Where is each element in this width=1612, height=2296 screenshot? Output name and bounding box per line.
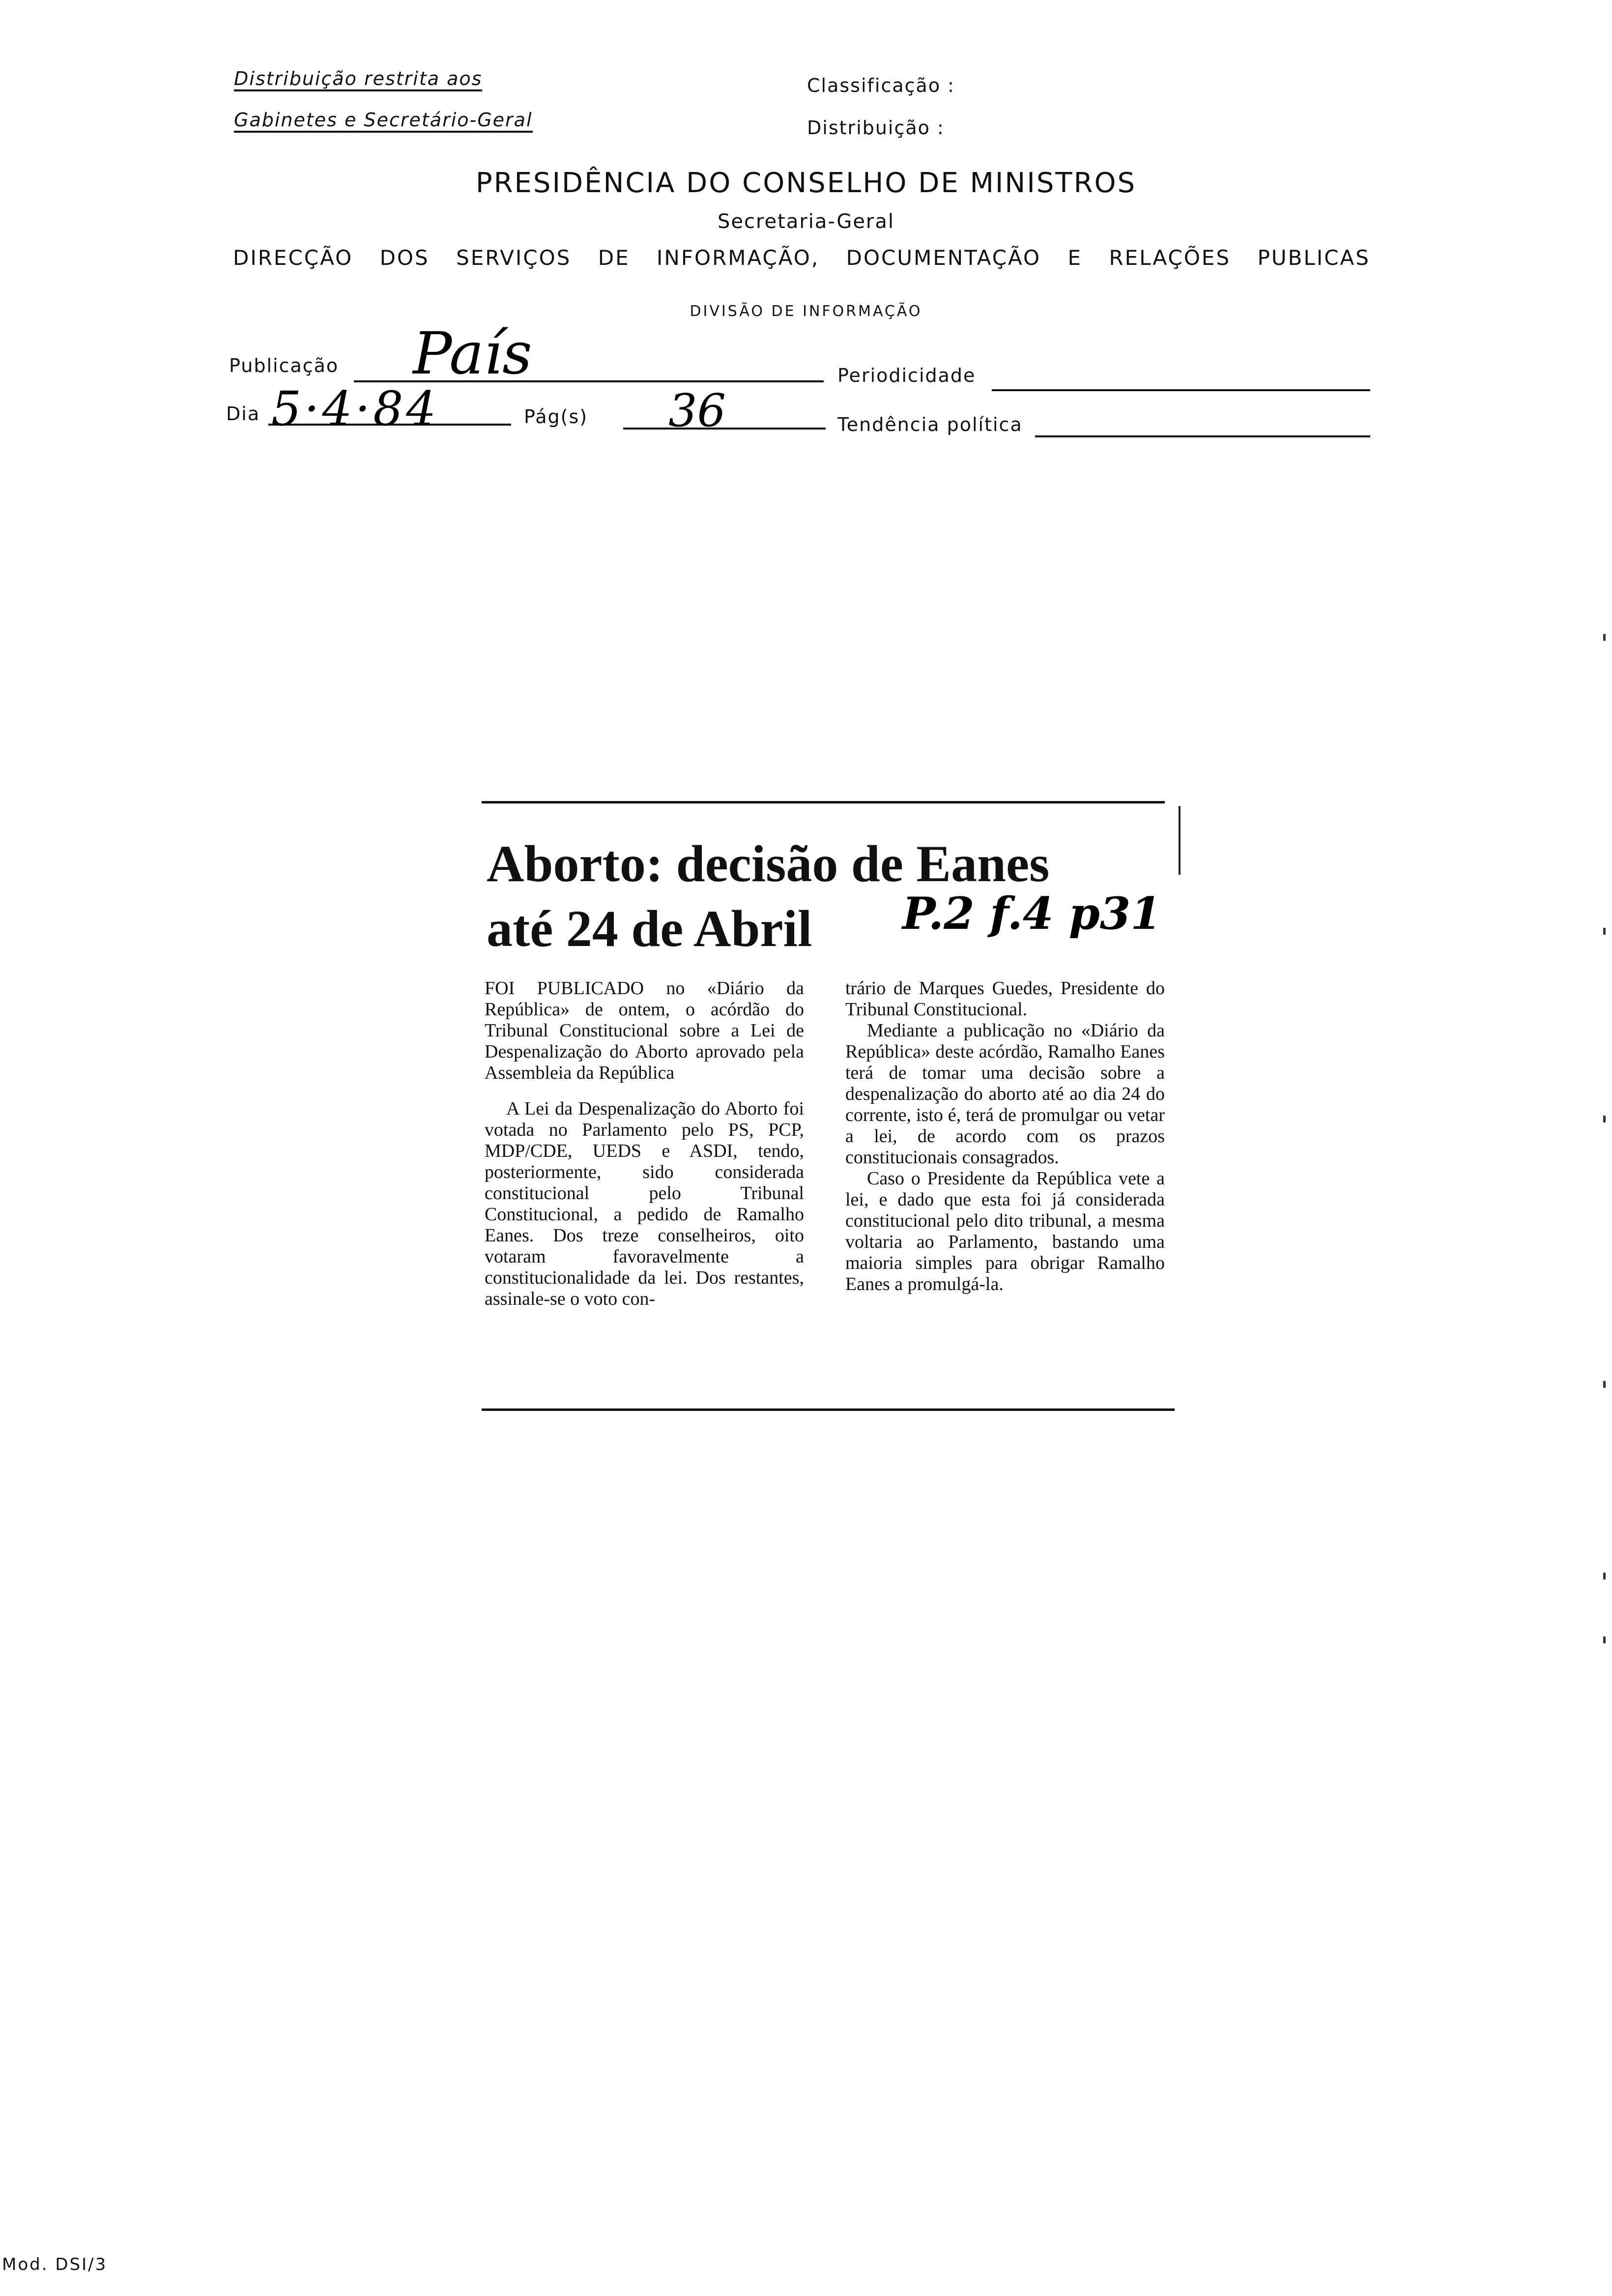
directorate-word: DIRECÇÃO xyxy=(233,246,353,270)
directorate-word: DOS xyxy=(379,246,430,270)
scan-speck xyxy=(1603,1636,1606,1643)
periodicity-field-line xyxy=(992,389,1370,391)
article-paragraph: FOI PUBLICADO no «Diário da República» de ontem, o acórdão do Tribunal Constitucional sobre a Lei de Despenalização do Aborto aprovado pela Assembleia da República xyxy=(485,978,804,1083)
publication-label: Publicação xyxy=(229,355,339,376)
scan-speck xyxy=(1603,1573,1606,1579)
handwritten-annotation: P.2 f.4 p31 xyxy=(902,888,1162,940)
clipping-bottom-rule xyxy=(482,1408,1175,1411)
day-value: 5·4·84 xyxy=(271,381,439,436)
pages-value: 36 xyxy=(668,384,726,437)
scan-speck xyxy=(1603,634,1606,641)
directorate-word: DE xyxy=(598,246,630,270)
periodicity-label: Periodicidade xyxy=(837,365,976,386)
article-column-1 xyxy=(485,978,804,1310)
org-subtitle: Secretaria-Geral xyxy=(717,210,894,233)
day-label: Dia xyxy=(226,403,260,425)
directorate-word: DOCUMENTAÇÃO xyxy=(846,246,1041,270)
form-model-code: Mod. DSI/3 xyxy=(2,2255,108,2274)
directorate-word: PUBLICAS xyxy=(1257,246,1370,270)
clipping-side-rule xyxy=(1179,806,1180,875)
clipping-top-rule xyxy=(482,801,1165,804)
article-paragraph: A Lei da Despenalização do Aborto foi votada no Parlamento pelo PS, PCP, MDP/CDE, UEDS e ASDI, tendo, posteriormente, sido considerada constitucional pelo Tribunal Constitucional, a pedido de Ramalho Eanes. Dos treze conselheiros, oito votaram favoravelmente a constitucionalidade da lei. Dos restantes, assinale-se o voto con- xyxy=(485,1098,804,1309)
political-tendency-label: Tendência política xyxy=(837,414,1023,435)
directorate-line xyxy=(233,246,1370,270)
scan-speck xyxy=(1603,928,1606,935)
directorate-word: E xyxy=(1067,246,1083,270)
directorate-word: RELAÇÕES xyxy=(1109,246,1231,270)
article-paragraph: Caso o Presidente da República vete a lei, e dado que esta foi já considerada constitucional pelo dito tribunal, a mesma voltaria ao Parlamento, bastando uma maioria simples para obrigar Ramalho Eanes a promulgá-la. xyxy=(845,1168,1165,1294)
article-column-2 xyxy=(845,978,1165,1295)
scan-speck xyxy=(1603,1381,1606,1388)
headline-line2: até 24 de Abril xyxy=(487,900,812,957)
scan-speck xyxy=(1603,1116,1606,1122)
restricted-distribution-line1: Distribuição restrita aos xyxy=(234,68,482,91)
directorate-word: INFORMAÇÃO, xyxy=(657,246,820,270)
restricted-distribution-line2: Gabinetes e Secretário-Geral xyxy=(234,109,533,133)
article-paragraph: Mediante a publicação no «Diário da República» deste acórdão, Ramalho Eanes terá de tomar uma decisão sobre a despenalização do aborto até ao dia 24 do corrente, isto é, terá de promulgar ou vetar a lei, de acordo com os prazos constitucionais consagrados. xyxy=(845,1020,1165,1168)
article-paragraph: trário de Marques Guedes, Presidente do Tribunal Constitucional. xyxy=(845,978,1165,1020)
political-tendency-field-line xyxy=(1035,435,1370,437)
directorate-word: SERVIÇOS xyxy=(456,246,572,270)
pages-label: Pág(s) xyxy=(524,406,588,428)
division-label: DIVISÃO DE INFORMAÇÃO xyxy=(690,303,922,320)
publication-value: País xyxy=(413,319,532,387)
headline-line1: Aborto: decisão de Eanes xyxy=(487,835,1050,892)
classification-label: Classificação : xyxy=(807,75,955,96)
distribution-label: Distribuição : xyxy=(807,117,945,139)
org-title: PRESIDÊNCIA DO CONSELHO DE MINISTROS xyxy=(475,167,1137,199)
